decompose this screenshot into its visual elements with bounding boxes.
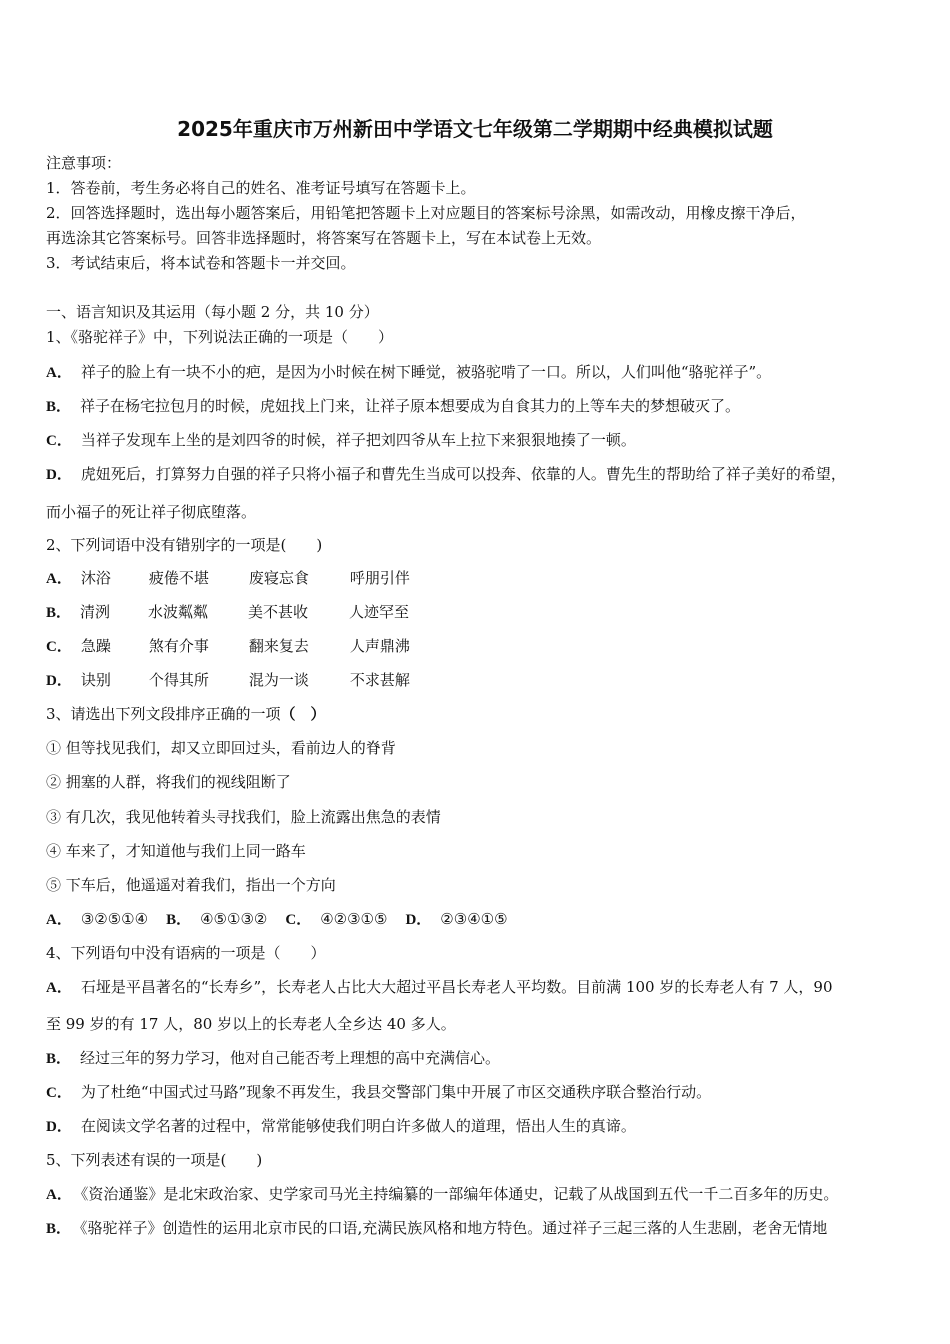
answer-parentheses: （ ） [280,705,326,723]
option-label: B． [46,1221,72,1237]
sentence-1: ① 但等找见我们，却又立即回过头，看前边人的脊背 [46,739,396,757]
sentence-3: ③ 有几次，我见他转着头寻找我们，脸上流露出焦急的表情 [46,808,441,826]
word: 翻来复去 [248,637,309,655]
word: 美不甚收 [248,603,309,621]
option-b-sequence: ④⑤①③② [200,910,268,928]
word: 人迹罕至 [349,603,410,621]
option-label: A． [46,365,72,381]
question-1-option-a [46,363,771,382]
question-1-option-d-cont: 而小福子的死让祥子彻底堕落。 [46,503,257,521]
question-4-option-c [46,1083,711,1102]
question-2-stem: 2、下列词语中没有错别字的一项是( ) [46,536,323,554]
option-label: B． [46,605,72,621]
word: 急躁 [80,637,111,655]
option-label: C． [46,639,72,655]
option-text: 当祥子发现车上坐的是刘四爷的时候，祥子把刘四爷从车上拉下来狠狠地揍了一顿。 [80,431,636,449]
notice-item-2-cont: 再选涂其它答案标号。回答非选择题时，将答案写在答题卡上，写在本试卷上无效。 [46,229,602,247]
option-label: A． [46,912,72,928]
option-label: D． [46,1119,72,1135]
sentence-4: ④ 车来了，才知道他与我们上同一路车 [46,842,306,860]
question-3-text: 3、请选出下列文段排序正确的一项 [46,705,281,723]
option-d-sequence: ②③④①⑤ [440,910,508,928]
question-2-option-d [46,671,410,690]
question-1-stem: 1、《骆驼祥子》中，下列说法正确的一项是（ ） [46,328,394,346]
notice-item-1: 1．答卷前，考生务必将自己的姓名、准考证号填写在答题卡上。 [46,179,476,197]
question-4-stem: 4、下列语句中没有语病的一项是（ ） [46,944,326,962]
word: 人声鼎沸 [349,637,410,655]
sentence-2: ② 拥塞的人群，将我们的视线阻断了 [46,773,291,791]
notice-item-3: 3．考试结束后，将本试卷和答题卡一并交回。 [46,254,356,272]
word: 诀别 [80,671,111,689]
question-1-option-c [46,431,636,450]
option-label: B． [166,912,192,928]
question-4-option-d [46,1117,636,1136]
question-3-stem [46,705,326,723]
question-3-options [46,910,508,929]
question-5-option-a [46,1185,838,1204]
question-2-option-c [46,637,410,656]
option-label: C． [285,912,312,928]
option-text: 祥子在杨宅拉包月的时候，虎妞找上门来，让祥子原本想要成为自食其力的上等车夫的梦想破灭了。 [80,397,741,415]
option-text: 祥子的脸上有一块不小的疤，是因为小时候在树下睡觉，被骆驼啃了一口。所以，人们叫他“骆驼祥子”。 [80,363,772,381]
option-text: 为了杜绝“中国式过马路”现象不再发生，我县交警部门集中开展了市区交通秩序联合整治行动。 [80,1083,712,1101]
sentence-5: ⑤ 下车后，他遥遥对着我们，指出一个方向 [46,876,336,894]
option-label: D． [405,912,432,928]
page-title: 2025年重庆市万州新田中学语文七年级第二学期期中经典模拟试题 [177,117,773,141]
option-text: 虎妞死后，打算努力自强的祥子只将小福子和曹先生当成可以投奔、依靠的人。曹先生的帮助给了祥子美好的希望， [80,465,846,483]
option-label: B． [46,1051,72,1067]
word: 不求甚解 [349,671,410,689]
section-heading: 一、语言知识及其运用（每小题 2 分，共 10 分） [46,303,379,321]
question-4-option-a-cont: 至 99 岁的有 17 人，80 岁以上的长寿老人全乡达 40 多人。 [46,1015,456,1033]
option-label: B． [46,399,72,415]
question-4-option-a [46,978,833,997]
option-a-sequence: ③②⑤①④ [80,910,149,928]
question-1-option-d [46,465,846,484]
question-4-option-b [46,1049,500,1068]
question-2-option-b [46,603,409,622]
question-2-option-a [46,569,410,588]
option-label: D． [46,467,72,483]
option-text: 《资治通鉴》是北宋政治家、史学家司马光主持编纂的一部编年体通史，记载了从战国到五代一千二百多年的历史。 [80,1185,839,1203]
question-1-option-b [46,397,740,416]
word: 沐浴 [80,569,111,587]
word: 个得其所 [148,671,209,689]
option-label: A． [46,1187,72,1203]
question-5-option-b [46,1219,827,1238]
word: 煞有介事 [148,637,209,655]
question-5-stem: 5、下列表述有误的一项是( ) [46,1151,263,1169]
option-label: C． [46,433,72,449]
word: 废寝忘食 [248,569,309,587]
notice-item-2: 2．回答选择题时，选出每小题答案后，用铅笔把答题卡上对应题目的答案标号涂黑，如需改动，用橡皮擦干净后， [46,204,806,222]
option-label: C． [46,1085,72,1101]
word: 疲倦不堪 [148,569,209,587]
word: 水波粼粼 [148,603,209,621]
notice-heading: 注意事项： [46,154,122,172]
option-label: A． [46,980,72,996]
word: 清洌 [80,603,111,621]
option-text: 石垭是平昌著名的“长寿乡”，长寿老人占比大大超过平昌长寿老人平均数。目前满 100 岁的长寿老人有 7 人，90 [80,978,833,996]
word: 混为一谈 [248,671,309,689]
option-text: 在阅读文学名著的过程中，常常能够使我们明白许多做人的道理，悟出人生的真谛。 [80,1117,636,1135]
option-text: 《骆驼祥子》创造性的运用北京市民的口语,充满民族风格和地方特色。通过祥子三起三落的人生悲剧，老舍无情地 [80,1219,828,1237]
option-text: 经过三年的努力学习，他对自己能否考上理想的高中充满信心。 [80,1049,501,1067]
option-label: A． [46,571,72,587]
option-c-sequence: ④②③①⑤ [320,910,388,928]
word: 呼朋引伴 [349,569,410,587]
option-label: D． [46,673,72,689]
